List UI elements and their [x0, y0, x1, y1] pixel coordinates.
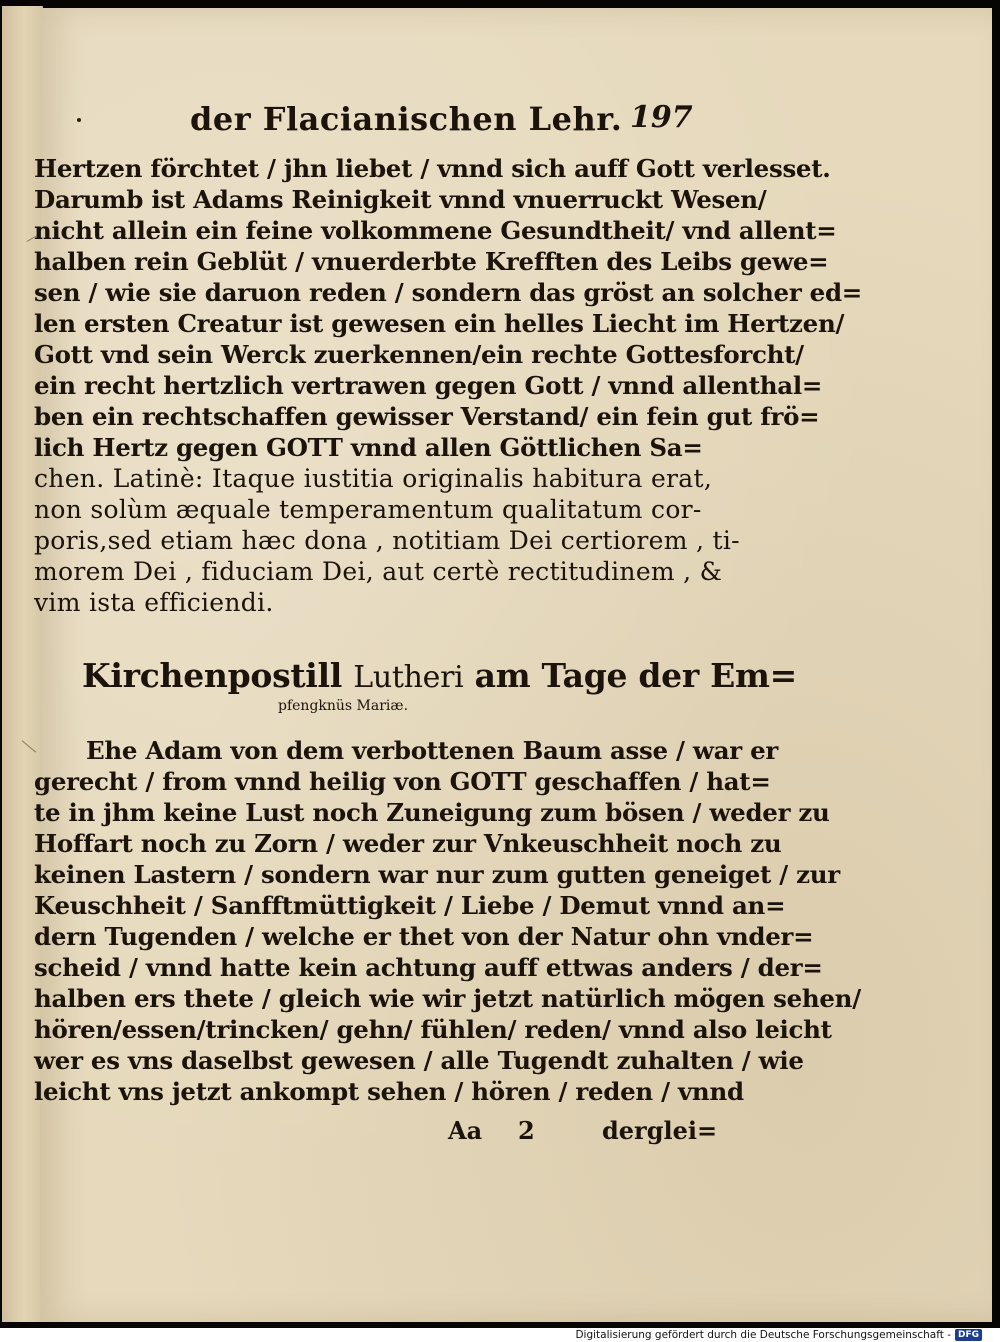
section-heading [82, 656, 797, 695]
text-line: Darumb ist Adams Reinigkeit vnnd vnuerruckt Wesen/ [34, 185, 767, 214]
text-line: keinen Lastern / sondern war nur zum gutten geneiget / zur [34, 860, 840, 889]
text-line: Gott vnd sein Werck zuerkennen/ein rechte Gottesforcht/ [34, 340, 804, 369]
text-line: Ehe Adam von dem verbottenen Baum asse / war er [86, 736, 779, 765]
heading-latin-part: Lutheri [353, 660, 464, 695]
text-line: sen / wie sie daruon reden / sondern das gröst an solcher ed= [34, 278, 863, 307]
text-line: nicht allein ein feine volkommene Gesundtheit/ vnd allent= [34, 216, 837, 245]
text-line: leicht vns jetzt ankompt sehen / hören / reden / vnnd [34, 1077, 744, 1106]
text-line: te in jhm keine Lust noch Zuneigung zum bösen / weder zu [34, 798, 830, 827]
text-line: halben rein Geblüt / vnuerderbte Krefften des Leibs gewe= [34, 247, 829, 276]
text-line: gerecht / from vnnd heilig von GOTT geschaffen / hat= [34, 767, 771, 796]
book-page [34, 8, 992, 1322]
page-number: 197 [630, 100, 693, 135]
signature-number: 2 [518, 1116, 535, 1145]
text-line: poris,sed etiam hæc dona , notitiam Dei certiorem , ti- [34, 526, 740, 555]
text-line: Hoffart noch zu Zorn / weder zur Vnkeuschheit noch zu [34, 829, 782, 858]
heading-fraktur-part-1: Kirchenpostill [82, 656, 342, 695]
text-line: non solùm æquale temperamentum qualitatum cor- [34, 495, 702, 524]
ink-dot [77, 118, 81, 122]
dfg-logo-icon: DFG [955, 1329, 982, 1341]
heading-fraktur-part-2: am Tage der Em= [474, 656, 797, 695]
text-line: chen. Latinè: Itaque iustitia originalis habitura erat, [34, 464, 713, 493]
text-line: ben ein rechtschaffen gewisser Verstand/ ein fein gut frö= [34, 402, 820, 431]
text-line: dern Tugenden / welche er thet von der Natur ohn vnder= [34, 922, 814, 951]
catchword: derglei= [602, 1116, 718, 1145]
footer-text: Digitalisierung gefördert durch die Deutsche Forschungsgemeinschaft - [575, 1329, 951, 1341]
text-line: len ersten Creatur ist gewesen ein helles Liecht im Hertzen/ [34, 309, 845, 338]
text-line: morem Dei , fiduciam Dei, aut certè rectitudinem , & [34, 557, 723, 586]
text-line: halben ers thete / gleich wie wir jetzt natürlich mögen sehen/ [34, 984, 861, 1013]
text-line: ein recht hertzlich vertrawen gegen Gott / vnnd allenthal= [34, 371, 823, 400]
text-line: vim ista efficiendi. [34, 588, 274, 617]
running-head: der Flacianischen Lehr. [190, 100, 623, 138]
text-line: hören/essen/trincken/ gehn/ fühlen/ reden/ vnnd also leicht [34, 1015, 832, 1044]
page-text [34, 8, 992, 1322]
footer-credit [575, 1329, 982, 1341]
signature-mark: Aa [448, 1116, 483, 1145]
text-line: Hertzen förchtet / jhn liebet / vnnd sich auff Gott verlesset. [34, 154, 831, 183]
section-subheading: pfengknüs Mariæ. [278, 698, 409, 714]
text-line: Keuschheit / Sanfftmüttigkeit / Liebe / Demut vnnd an= [34, 891, 786, 920]
text-line: wer es vns daselbst gewesen / alle Tugendt zuhalten / wie [34, 1046, 804, 1075]
text-line: lich Hertz gegen GOTT vnnd allen Göttlichen Sa= [34, 433, 703, 462]
text-line: scheid / vnnd hatte kein achtung auff ettwas anders / der= [34, 953, 823, 982]
